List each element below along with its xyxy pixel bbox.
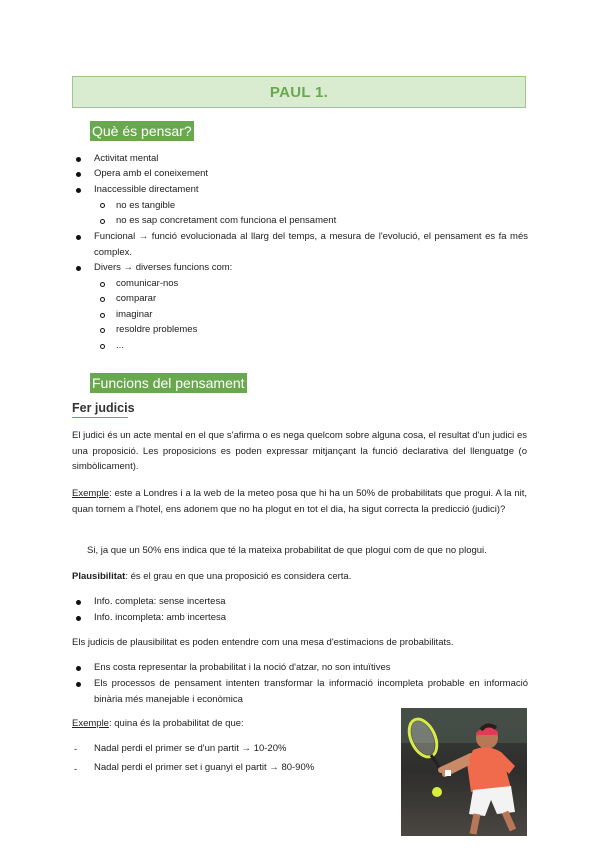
tennis-player-photo [401,708,527,836]
list-item: Info. completa: sense incertesa [94,596,226,607]
subheading-judgements: Fer judicis [72,401,135,418]
paragraph-plausibility: Plausibilitat: és el grau en que una proposició es considera certa. [72,571,352,582]
section-heading-what-is-thinking: Què és pensar? [92,123,192,139]
bullet [76,266,81,271]
sub-list-item: no es sap concretament com funciona el pensament [116,215,337,226]
sub-list-item: imaginar [116,309,153,320]
list-item: Divers → diverses funcions com: [94,262,233,273]
paragraph-judgement: El judici és un acte mental en el que s'afirma o es nega quelcom sobre alguna cosa, el resultat d'un judici es una proposició. Les proposicions es poden expressar mitjançant la funció declarativa del llenguatge (o simbòlicament). [72,430,527,472]
bullet [76,666,81,671]
plausibility-label: Plausibilitat [72,571,126,582]
sub-bullet [100,297,105,302]
sub-list-item: no es tangible [116,200,176,211]
sub-list-item: comunicar-nos [116,278,179,289]
paragraph-answer: Si, ja que un 50% ens indica que té la mateixa probabilitat de que plogui com de que no plogui. [87,545,487,556]
sub-bullet [100,328,105,333]
sub-bullet [100,282,105,287]
paragraph-example-1: Exemple: este a Londres i a la web de la meteo posa que hi ha un 50% de probabilitats que progui. A la nit, quan tornem a l'hotel, ens adonem que no ha plogut en tot el dia, ha sigut correcta la predicció (judici)? [72,488,527,515]
list-item: Funcional → funció evolucionada al llarg del temps, a mesura de l'evolució, el pensament es fa més complex. [94,231,528,258]
list-item: Info. incompleta: amb incertesa [94,612,227,623]
sub-bullet [100,203,105,208]
sub-list-item: ... [116,340,124,351]
paragraph-example-2: Exemple: quina és la probabilitat de que: [72,718,244,729]
sub-list-item: resoldre problemes [116,324,198,335]
bullet [76,172,81,177]
page-title-box [72,76,526,108]
dash-list-item: Nadal perdi el primer se d'un partit → 10-20% [94,743,287,754]
dash-marker: - [74,744,78,755]
list-item: Els processos de pensament intenten transformar la informació incompleta probable en informació binària més manejable i econòmica [94,678,528,705]
example-label: Exemple [72,488,109,499]
sub-bullet [100,219,105,224]
bullet [76,188,81,193]
page-title: PAUL 1. [269,83,329,101]
dash-list-item: Nadal perdi el primer set i guanyi el partit → 80-90% [94,762,315,773]
bullet [76,157,81,162]
sub-bullet [100,313,105,318]
list-item: Opera amb el coneixement [94,168,209,179]
bullet [76,235,81,240]
bullet [76,616,81,621]
dash-marker: - [74,764,78,775]
list-item: Ens costa representar la probabilitat i la noció d'atzar, no son intuïtives [94,662,391,673]
section-heading-thinking-functions: Funcions del pensament [92,375,245,391]
sub-bullet [100,344,105,349]
paragraph-plausibility-judgements: Els judicis de plausibilitat es poden entendre com una mesa d'estimacions de probabilitats. [72,637,454,648]
bullet [76,600,81,605]
example-label: Exemple [72,718,109,729]
sub-list-item: comparar [116,293,157,304]
list-item: Activitat mental [94,153,159,164]
bullet [76,682,81,687]
list-item: Inaccessible directament [94,184,199,195]
